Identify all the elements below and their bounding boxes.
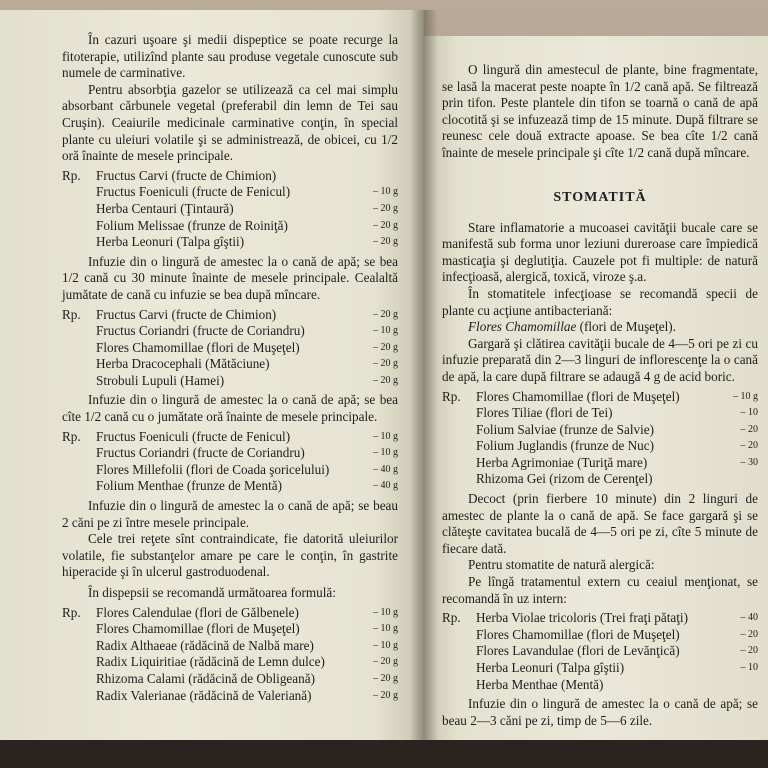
paragraph: Gargară şi clătirea cavităţii bucale de 4—5 ori pe zi cu infuzie preparată din 2—3 linguri de inflorescenţe la o cană de apă, la care după filtrare se adaugă 4 g de acid boric. — [442, 335, 758, 384]
prescription-row — [62, 638, 398, 655]
plant-name: Fructus Carvi (fructe de Chimion) — [96, 167, 277, 183]
plant-name: Herba Dracocephali (Mătăciune) — [96, 356, 270, 372]
plant-name: Fructus Coriandri (fructe de Coriandru) — [96, 323, 305, 339]
prescription-row — [442, 610, 758, 627]
paragraph: În cazuri uşoare şi medii dispeptice se poate recurge la fitoterapie, utilizînd plante sau produse vegetale cunoscute sub numele de carminative. — [62, 32, 398, 81]
prescription-row — [442, 660, 758, 677]
quantity: – 40 g — [373, 463, 398, 475]
plant-name: Flores Tiliae (flori de Tei) — [476, 405, 613, 421]
rx-prefix — [442, 627, 476, 644]
plant-name: Fructus Carvi (fructe de Chimion) — [96, 306, 277, 322]
rx-prefix: Rp. — [442, 610, 461, 626]
plant-name: Flores Chamomillae (flori de Muşeţel) — [476, 388, 680, 404]
prescription-row — [62, 184, 398, 201]
prescription-row — [442, 643, 758, 660]
prescription-row — [442, 405, 758, 422]
plant-name: Rhizoma Gei (rizom de Cerenţel) — [476, 471, 653, 487]
quantity: – 40 g — [373, 480, 398, 492]
quantity: – 20 g — [373, 308, 398, 320]
rx-prefix: Rp. — [442, 388, 461, 404]
paragraph: Infuzie din o lingură de amestec la o cană de apă; se beau 2 căni pe zi între mesele principale. — [62, 498, 398, 530]
plant-name: Fructus Foeniculi (fructe de Fenicul) — [96, 428, 291, 444]
plant-name: Herba Leonuri (Talpa gîştii) — [476, 660, 625, 675]
left-page — [0, 10, 424, 740]
prescription-row — [62, 605, 398, 622]
paragraph: Infuzie din o lingură de amestec la o cană de apă; se bea 1/2 cană cu 30 minute înainte de mesele principale. Cealaltă jumătate de cană cu infuzie se bea după mîncare. — [62, 253, 398, 302]
paragraph: Stare inflamatorie a mucoasei cavităţii bucale care se manifestă sub forma unor leziuni dureroase care împiedică masticaţia şi deglutiţia. Cauzele pot fi multiple: de natură infecţioasă, alergică, toxică, viroze ş.a. — [442, 219, 758, 285]
prescription — [442, 389, 758, 489]
rx-prefix: Rp. — [62, 167, 81, 183]
prescription-row — [62, 218, 398, 235]
quantity — [720, 471, 758, 488]
rx-prefix — [442, 405, 476, 422]
prescription-row — [442, 455, 758, 472]
right-page — [424, 36, 768, 740]
quantity: – 20 — [740, 645, 758, 657]
paragraph: Infuzie din o lingură de amestec la o cană de apă; se beau 2—3 căni pe zi, timp de 5—6 zile. — [442, 696, 758, 728]
prescription-row — [62, 323, 398, 340]
prescription-row — [62, 654, 398, 671]
prescription-row — [442, 471, 758, 488]
plant-name: Flores Chamomillae — [468, 319, 577, 335]
quantity: – 10 g — [373, 606, 398, 618]
plant-name: Strobuli Lupuli (Hamei) — [96, 372, 225, 388]
plant-name: Flores Chamomillae (flori de Muşeţel) — [96, 621, 300, 637]
plant-name: Folium Juglandis (frunze de Nuc) — [476, 438, 654, 454]
quantity: – 10 g — [373, 639, 398, 651]
prescription — [62, 307, 398, 390]
plant-name: Flores Chamomillae (flori de Muşeţel) — [96, 339, 300, 355]
quantity: – 10 g — [373, 447, 398, 459]
quantity: – 20 g — [373, 656, 398, 668]
rx-prefix — [442, 422, 476, 439]
quantity: – 20 g — [373, 219, 398, 231]
rx-prefix: Rp. — [62, 428, 81, 444]
plant-name: Folium Menthae (frunze de Mentă) — [96, 478, 283, 494]
rx-prefix — [62, 356, 96, 373]
plant-name: Flores Calendulae (flori de Gălbenele) — [96, 604, 299, 620]
rx-prefix — [62, 638, 96, 655]
rx-prefix — [62, 621, 96, 638]
quantity: – 10 g — [373, 325, 398, 337]
plant-name: Herba Agrimoniae (Turiţă mare) — [476, 454, 648, 470]
quantity: – 10 g — [373, 623, 398, 635]
prescription — [62, 429, 398, 495]
quantity: – 20 — [740, 423, 758, 435]
prescription-row — [62, 621, 398, 638]
paragraph: Pentru stomatite de natură alergică: — [468, 557, 655, 573]
paragraph: Pe lîngă tratamentul extern cu ceaiul menţionat, se recomandă în uz intern: — [442, 574, 758, 606]
paragraph: Infuzie din o lingură de amestec la o cană de apă; se bea cîte 1/2 cană cu o jumătate oră înainte de mesele principale. — [62, 392, 398, 425]
quantity: – 10 g — [733, 390, 758, 402]
rx-prefix — [62, 340, 96, 357]
prescription — [62, 605, 398, 705]
rx-prefix — [62, 184, 96, 201]
rx-prefix — [62, 462, 96, 479]
plant-name: Radix Valerianae (rădăcină de Valeriană) — [96, 687, 312, 703]
rx-prefix — [442, 471, 476, 488]
rx-prefix: Rp. — [62, 306, 81, 322]
quantity: – 20 g — [373, 236, 398, 248]
rx-prefix — [62, 688, 96, 705]
prescription — [442, 610, 758, 693]
prescription-row — [442, 627, 758, 644]
plant-name: Herba Centauri (Ţintaură) — [96, 200, 234, 216]
prescription-row — [62, 307, 398, 324]
plant-name: Folium Salviae (frunze de Salvie) — [476, 421, 654, 437]
rx-prefix — [62, 373, 96, 390]
prescription-row — [442, 438, 758, 455]
rx-prefix — [62, 445, 96, 462]
rx-prefix — [62, 671, 96, 688]
plant-name: Flores Lavandulae (flori de Levănţică) — [476, 643, 680, 659]
rx-prefix — [442, 438, 476, 455]
quantity: – 20 — [740, 628, 758, 640]
quantity: – 20 g — [373, 358, 398, 370]
paragraph: Decoct (prin fierbere 10 minute) din 2 linguri de amestec de plante la o cană de apă. Se face gargară şi se clăteşte cavitatea bucală de 4—5 ori pe zi, cîte 5 minute de fiecare dată. — [442, 491, 758, 556]
plant-name: Rhizoma Calami (rădăcină de Obligeană) — [96, 670, 315, 686]
dark-background — [0, 740, 768, 768]
prescription-row — [62, 168, 398, 185]
quantity — [720, 677, 758, 694]
paragraph: Cele trei reţete sînt contraindicate, fie datorită uleiurilor volatile, fie substanţelor amare pe care le conţin, în gastrite hiperacide şi în ulcerul gastroduodenal. — [62, 531, 398, 580]
section-title: STOMATITĂ — [553, 189, 647, 205]
quantity: – 40 — [740, 612, 758, 624]
rx-prefix — [62, 478, 96, 495]
plant-name: Flores Chamomillae (flori de Muşeţel) — [476, 626, 680, 642]
rx-prefix — [62, 323, 96, 340]
rx-prefix — [442, 677, 476, 694]
rx-prefix — [62, 654, 96, 671]
book-gutter — [410, 10, 438, 740]
prescription-row — [62, 688, 398, 705]
prescription-row — [62, 201, 398, 218]
prescription-row — [62, 671, 398, 688]
plant-name: Herba Leonuri (Talpa gîştii) — [96, 234, 245, 250]
plant-name: Folium Melissae (frunze de Roiniţă) — [96, 217, 288, 233]
quantity: – 10 g — [373, 430, 398, 442]
quantity: – 20 g — [373, 341, 398, 353]
prescription-row — [442, 677, 758, 694]
prescription-row — [62, 373, 398, 390]
prescription-row — [62, 429, 398, 446]
paragraph — [442, 319, 758, 336]
prescription-row — [442, 389, 758, 406]
paragraph: Pentru absorbţia gazelor se utilizează ca cel mai simplu absorbant cărbunele vegetal (preferabil din lemn de Tei sau Cruşin). Ceaiurile medicinale carminative conţin, în special plante cu uleiuri volatile şi se administrează, de obicei, cu 1/2 oră înainte de mesele principale. — [62, 81, 398, 164]
quantity: – 10 — [740, 662, 758, 673]
prescription-row — [62, 478, 398, 495]
prescription-row — [62, 234, 398, 251]
quantity — [360, 168, 398, 185]
prescription-row — [62, 356, 398, 373]
quantity: – 20 g — [373, 374, 398, 386]
rx-prefix — [62, 218, 96, 235]
plant-name: Herba Menthae (Mentă) — [476, 676, 604, 692]
quantity: – 10 — [740, 407, 758, 419]
quantity: – 10 g — [373, 186, 398, 198]
quantity: – 20 — [740, 440, 758, 452]
quantity: – 20 g — [373, 689, 398, 701]
plant-name: Radix Althaeae (rădăcină de Nalbă mare) — [96, 637, 314, 653]
prescription — [62, 168, 398, 251]
plant-name: Herba Violae tricoloris (Trei fraţi pătaţi) — [476, 610, 688, 626]
plant-name: Fructus Coriandri (fructe de Coriandru) — [96, 445, 305, 461]
paragraph-text: (flori de Muşeţel). — [576, 319, 676, 335]
rx-prefix — [62, 201, 96, 218]
quantity: – 20 g — [373, 202, 398, 214]
prescription-row — [62, 445, 398, 462]
rx-prefix: Rp. — [62, 604, 81, 620]
quantity: – 30 — [740, 456, 758, 468]
plant-name: Fructus Foeniculi (fructe de Fenicul) — [96, 184, 291, 200]
paragraph: În dispepsii se recomandă următoarea formulă: — [88, 585, 336, 600]
prescription-row — [62, 340, 398, 357]
quantity: – 20 g — [373, 672, 398, 684]
paragraph: O lingură din amestecul de plante, bine fragmentate, se lasă la macerat peste noapte în 1/2 cană apă. Se filtrează prin tifon. Peste plantele din tifon se toarnă o cană de apă clocotită şi se infuzează timp de 15 minute. După filtrare se reunesc cele două extracte apoase. Se bea cîte 1/2 cană înainte de mesele principale şi cîte 1/2 cană după mîncare. — [442, 62, 758, 160]
plant-name: Radix Liquiritiae (rădăcină de Lemn dulce) — [96, 654, 325, 670]
rx-prefix — [442, 643, 476, 660]
plant-name: Flores Millefolii (flori de Coada şoricelului) — [96, 461, 330, 477]
prescription-row — [442, 422, 758, 439]
paragraph: În stomatitele infecţioase se recomandă specii de plante cu acţiune antibacteriană: — [442, 285, 758, 318]
rx-prefix — [442, 455, 476, 472]
rx-prefix — [62, 234, 96, 251]
prescription-row — [62, 462, 398, 479]
rx-prefix — [442, 660, 476, 677]
